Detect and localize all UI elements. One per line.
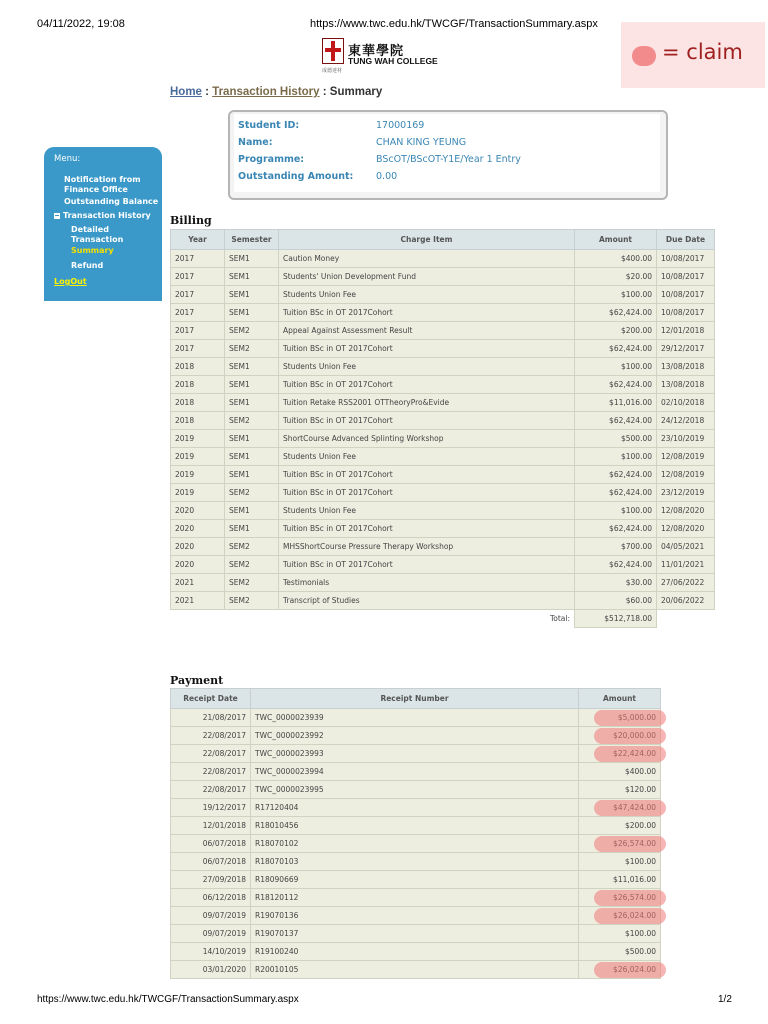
billing-cell: SEM1 [225,250,279,268]
billing-row [171,394,715,412]
payment-cell: $400.00 [579,763,661,781]
billing-total-label: Total: [279,610,575,628]
billing-cell: SEM2 [225,412,279,430]
billing-cell: SEM1 [225,304,279,322]
menu-item-notification[interactable]: Notification from Finance Office [64,175,141,194]
claim-marker-icon [632,46,656,66]
college-crest-icon [322,38,344,64]
payment-row [171,781,661,799]
billing-cell: 2019 [171,448,225,466]
payment-cell: 06/07/2018 [171,835,251,853]
billing-row [171,412,715,430]
billing-row [171,250,715,268]
payment-row [171,745,661,763]
payment-cell: TWC_0000023939 [251,709,579,727]
billing-cell: 13/08/2018 [657,358,715,376]
sidebar-menu [44,147,162,301]
billing-row [171,520,715,538]
billing-row [171,466,715,484]
billing-cell: 2017 [171,322,225,340]
billing-row [171,484,715,502]
payment-cell: TWC_0000023994 [251,763,579,781]
payment-cell: TWC_0000023992 [251,727,579,745]
student-info-content [234,114,660,192]
billing-cell: SEM2 [225,340,279,358]
student-name-label: Name: [238,137,273,148]
billing-cell: 10/08/2017 [657,250,715,268]
billing-cell: SEM1 [225,520,279,538]
menu-item-transaction-history[interactable] [54,211,151,221]
billing-cell: Caution Money [279,250,575,268]
payment-row [171,799,661,817]
payment-row [171,817,661,835]
billing-table [170,229,715,628]
billing-cell: MHSShortCourse Pressure Therapy Workshop [279,538,575,556]
billing-cell: SEM1 [225,286,279,304]
billing-total-value: $512,718.00 [575,610,657,628]
billing-cell: $62,424.00 [575,520,657,538]
claim-highlight [594,746,666,762]
logout-link[interactable]: LogOut [54,277,87,286]
billing-cell: SEM1 [225,394,279,412]
billing-cell: $200.00 [575,322,657,340]
payment-cell: R18010456 [251,817,579,835]
billing-row [171,358,715,376]
claim-highlight [594,710,666,726]
payment-row [171,835,661,853]
payment-cell: R18070103 [251,853,579,871]
payment-cell: R17120404 [251,799,579,817]
billing-cell: 11/01/2021 [657,556,715,574]
payment-cell: $100.00 [579,925,661,943]
billing-cell: SEM2 [225,574,279,592]
billing-cell: 12/08/2020 [657,520,715,538]
breadcrumb-current: Summary [329,86,383,98]
billing-cell: 2020 [171,502,225,520]
collapse-minus-icon[interactable] [54,213,60,219]
print-url: https://www.twc.edu.hk/TWCGF/TransactionSummary.aspx [310,18,598,30]
billing-cell: $100.00 [575,448,657,466]
billing-cell: 02/10/2018 [657,394,715,412]
billing-cell: 2018 [171,376,225,394]
billing-cell: 2019 [171,466,225,484]
billing-cell: 23/12/2019 [657,484,715,502]
billing-cell: 2019 [171,430,225,448]
billing-cell: 2018 [171,358,225,376]
breadcrumb-separator: : [319,86,330,98]
outstanding-amount-label: Outstanding Amount: [238,171,354,182]
payment-cell: R18070102 [251,835,579,853]
billing-cell: 2018 [171,394,225,412]
claim-highlight [594,890,666,906]
billing-cell: SEM2 [225,322,279,340]
payment-row [171,709,661,727]
billing-cell: SEM1 [225,358,279,376]
breadcrumb-history-link[interactable]: Transaction History [212,86,320,98]
breadcrumb [170,86,382,98]
billing-cell: Students' Union Development Fund [279,268,575,286]
payment-cell: R20010105 [251,961,579,979]
billing-cell: 24/12/2018 [657,412,715,430]
billing-cell: 2020 [171,520,225,538]
payment-cell: 03/01/2020 [171,961,251,979]
claim-legend-text: = claim [662,40,743,64]
billing-cell: ShortCourse Advanced Splinting Workshop [279,430,575,448]
payment-cell: R19070137 [251,925,579,943]
payment-column-header: Amount [579,689,661,709]
billing-cell: 10/08/2017 [657,268,715,286]
programme-label: Programme: [238,154,305,165]
billing-cell: SEM1 [225,466,279,484]
payment-cell: 22/08/2017 [171,727,251,745]
billing-cell: $62,424.00 [575,484,657,502]
payment-row [171,763,661,781]
payment-row [171,907,661,925]
billing-cell: 12/01/2018 [657,322,715,340]
payment-cell: 21/08/2017 [171,709,251,727]
payment-cell: R19100240 [251,943,579,961]
billing-cell: Students Union Fee [279,358,575,376]
billing-cell: Tuition BSc in OT 2017Cohort [279,520,575,538]
payment-cell: $11,016.00 [579,871,661,889]
logo-motto: 成德達材 [322,68,343,74]
student-name-value: CHAN KING YEUNG [376,137,467,148]
payment-cell: R18120112 [251,889,579,907]
billing-cell: SEM1 [225,376,279,394]
billing-cell: Appeal Against Assessment Result [279,322,575,340]
billing-cell: SEM2 [225,538,279,556]
billing-cell: 2020 [171,538,225,556]
billing-cell: $62,424.00 [575,340,657,358]
billing-cell: SEM1 [225,268,279,286]
outstanding-amount-value: 0.00 [376,171,398,182]
billing-cell: 27/06/2022 [657,574,715,592]
blank-cell [657,610,715,628]
payment-cell: 27/09/2018 [171,871,251,889]
billing-column-header: Year [171,230,225,250]
billing-cell: Tuition BSc in OT 2017Cohort [279,340,575,358]
billing-cell: Tuition Retake RSS2001 OTTheoryPro&Evide [279,394,575,412]
billing-row [171,430,715,448]
billing-row [171,538,715,556]
billing-cell: $100.00 [575,502,657,520]
payment-row [171,871,661,889]
billing-cell: SEM1 [225,430,279,448]
blank-cell [171,610,225,628]
payment-cell: $200.00 [579,817,661,835]
payment-cell: $500.00 [579,943,661,961]
billing-title: Billing [170,214,212,227]
billing-cell: $62,424.00 [575,304,657,322]
billing-column-header: Semester [225,230,279,250]
student-id-value: 17000169 [376,120,425,131]
claim-highlight [594,962,666,978]
billing-cell: Transcript of Studies [279,592,575,610]
breadcrumb-separator: : [201,86,213,98]
menu-item-summary[interactable]: Summary [71,246,114,255]
programme-value: BScOT/BScOT-Y1E/Year 1 Entry [376,154,521,165]
billing-cell: $20.00 [575,268,657,286]
billing-row [171,556,715,574]
payment-cell: $100.00 [579,853,661,871]
billing-cell: 2020 [171,556,225,574]
logo-chinese-name: 東華學院 [348,44,405,59]
billing-cell: SEM1 [225,448,279,466]
payment-cell: 09/07/2019 [171,907,251,925]
claim-highlight [594,728,666,744]
billing-cell: 29/12/2017 [657,340,715,358]
billing-row [171,268,715,286]
payment-cell: 19/12/2017 [171,799,251,817]
billing-row [171,340,715,358]
billing-row [171,286,715,304]
billing-cell: $700.00 [575,538,657,556]
billing-cell: Tuition BSc in OT 2017Cohort [279,304,575,322]
billing-cell: 13/08/2018 [657,376,715,394]
billing-cell: Students Union Fee [279,502,575,520]
billing-cell: 2018 [171,412,225,430]
print-datetime: 04/11/2022, 19:08 [37,18,125,30]
payment-table [170,688,661,979]
billing-cell: Tuition BSc in OT 2017Cohort [279,466,575,484]
payment-cell: 09/07/2019 [171,925,251,943]
menu-item-detailed-transaction[interactable]: Detailed Transaction [71,225,124,244]
billing-cell: 2021 [171,592,225,610]
billing-cell: SEM2 [225,484,279,502]
billing-cell: Tuition BSc in OT 2017Cohort [279,376,575,394]
billing-cell: $100.00 [575,286,657,304]
print-footer-url: https://www.twc.edu.hk/TWCGF/TransactionSummary.aspx [37,994,299,1005]
payment-cell: 06/12/2018 [171,889,251,907]
claim-highlight [594,836,666,852]
billing-cell: $62,424.00 [575,466,657,484]
payment-column-header: Receipt Number [251,689,579,709]
menu-item-outstanding-balance[interactable]: Outstanding Balance [64,197,159,206]
payment-cell: 22/08/2017 [171,763,251,781]
payment-row [171,853,661,871]
billing-row [171,304,715,322]
print-page-number: 1/2 [718,994,732,1005]
billing-cell: $500.00 [575,430,657,448]
payment-cell: 12/01/2018 [171,817,251,835]
billing-cell: 04/05/2021 [657,538,715,556]
billing-cell: 2017 [171,304,225,322]
billing-cell: Students Union Fee [279,286,575,304]
logo-english-name: TUNG WAH COLLEGE [348,56,438,66]
payment-cell: 22/08/2017 [171,781,251,799]
payment-cell: R19070136 [251,907,579,925]
billing-cell: 2017 [171,340,225,358]
billing-row [171,322,715,340]
billing-column-header: Amount [575,230,657,250]
billing-cell: 23/10/2019 [657,430,715,448]
menu-label-transaction-history: Transaction History [63,211,151,220]
billing-cell: 2019 [171,484,225,502]
payment-column-header: Receipt Date [171,689,251,709]
payment-row [171,961,661,979]
payment-row [171,925,661,943]
billing-row [171,502,715,520]
payment-row [171,889,661,907]
billing-cell: Tuition BSc in OT 2017Cohort [279,556,575,574]
billing-cell: $62,424.00 [575,556,657,574]
billing-total-row [171,610,715,628]
billing-cell: Tuition BSc in OT 2017Cohort [279,484,575,502]
billing-cell: 2017 [171,286,225,304]
billing-row [171,448,715,466]
blank-cell [225,610,279,628]
payment-row [171,943,661,961]
billing-cell: SEM2 [225,556,279,574]
payment-cell: 06/07/2018 [171,853,251,871]
billing-row [171,376,715,394]
billing-cell: $100.00 [575,358,657,376]
student-id-label: Student ID: [238,120,300,131]
billing-cell: $60.00 [575,592,657,610]
payment-cell: TWC_0000023995 [251,781,579,799]
billing-cell: $62,424.00 [575,412,657,430]
billing-cell: 12/08/2020 [657,502,715,520]
payment-cell: R18090669 [251,871,579,889]
payment-title: Payment [170,674,224,687]
billing-cell: $11,016.00 [575,394,657,412]
menu-title: Menu: [54,154,81,164]
claim-highlight [594,800,666,816]
billing-column-header: Charge Item [279,230,575,250]
payment-cell: TWC_0000023993 [251,745,579,763]
breadcrumb-home-link[interactable]: Home [170,86,202,98]
billing-cell: Tuition BSc in OT 2017Cohort [279,412,575,430]
billing-cell: Students Union Fee [279,448,575,466]
billing-cell: Testimonials [279,574,575,592]
billing-row [171,574,715,592]
billing-cell: 10/08/2017 [657,286,715,304]
billing-row [171,592,715,610]
billing-cell: $62,424.00 [575,376,657,394]
billing-cell: 10/08/2017 [657,304,715,322]
billing-cell: 12/08/2019 [657,466,715,484]
billing-column-header: Due Date [657,230,715,250]
billing-cell: 2017 [171,250,225,268]
billing-cell: 2017 [171,268,225,286]
menu-item-refund[interactable]: Refund [71,261,104,270]
billing-cell: SEM1 [225,502,279,520]
billing-cell: 2021 [171,574,225,592]
payment-row [171,727,661,745]
claim-highlight [594,908,666,924]
billing-cell: $400.00 [575,250,657,268]
payment-cell: 22/08/2017 [171,745,251,763]
billing-cell: $30.00 [575,574,657,592]
payment-cell: 14/10/2019 [171,943,251,961]
payment-cell: $120.00 [579,781,661,799]
billing-cell: 12/08/2019 [657,448,715,466]
billing-cell: 20/06/2022 [657,592,715,610]
billing-cell: SEM2 [225,592,279,610]
